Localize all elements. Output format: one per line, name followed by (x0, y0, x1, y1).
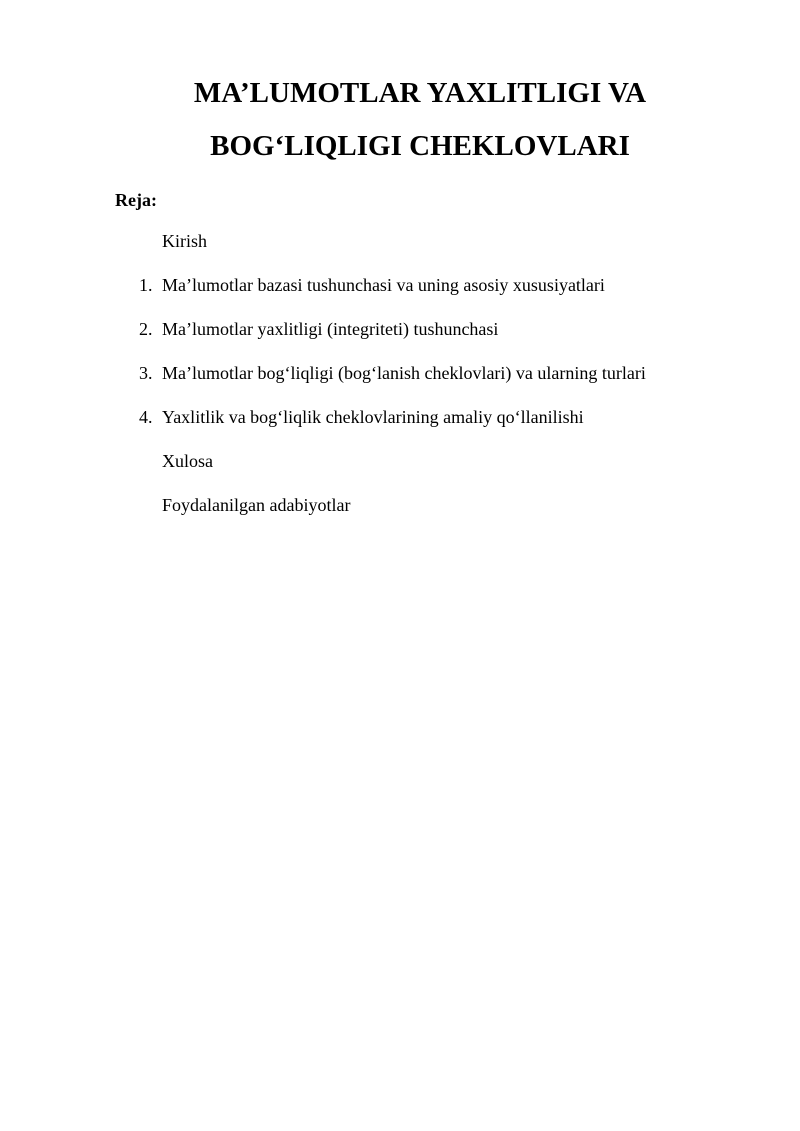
plan-item-number: 3. (139, 363, 153, 383)
plan-item-adabiyotlar (0, 493, 800, 537)
plan-item-text: Ma’lumotlar bazasi tushunchasi va uning asosiy xususiyatlari (162, 275, 605, 295)
plan-item-xulosa (0, 449, 800, 493)
plan-list (0, 229, 800, 537)
plan-item-4 (0, 405, 800, 449)
plan-item-1 (0, 273, 800, 317)
plan-item-number: 2. (139, 319, 153, 339)
plan-item-text: Foydalanilgan adabiyotlar (162, 495, 351, 515)
plan-item-text: Ma’lumotlar yaxlitligi (integriteti) tushunchasi (162, 319, 499, 339)
plan-item-text: Xulosa (162, 451, 213, 471)
plan-item-number: 4. (139, 407, 153, 427)
plan-item-text: Ma’lumotlar bog‘liqligi (bog‘lanish cheklovlari) va ularning turlari (162, 363, 646, 383)
plan-item-text: Yaxlitlik va bog‘liqlik cheklovlarining amaliy qo‘llanilishi (162, 407, 584, 427)
plan-item-text: Kirish (162, 231, 207, 251)
plan-item-number: 1. (139, 275, 153, 295)
plan-item-3 (0, 361, 800, 405)
plan-item-2 (0, 317, 800, 361)
plan-item-kirish (0, 229, 800, 273)
document-title-line-1: MA’LUMOTLAR YAXLITLIGI VA (193, 77, 647, 109)
plan-heading: Reja: (115, 190, 157, 210)
document-title-line-2: BOG‘LIQLIGI CHEKLOVLARI (210, 130, 630, 162)
